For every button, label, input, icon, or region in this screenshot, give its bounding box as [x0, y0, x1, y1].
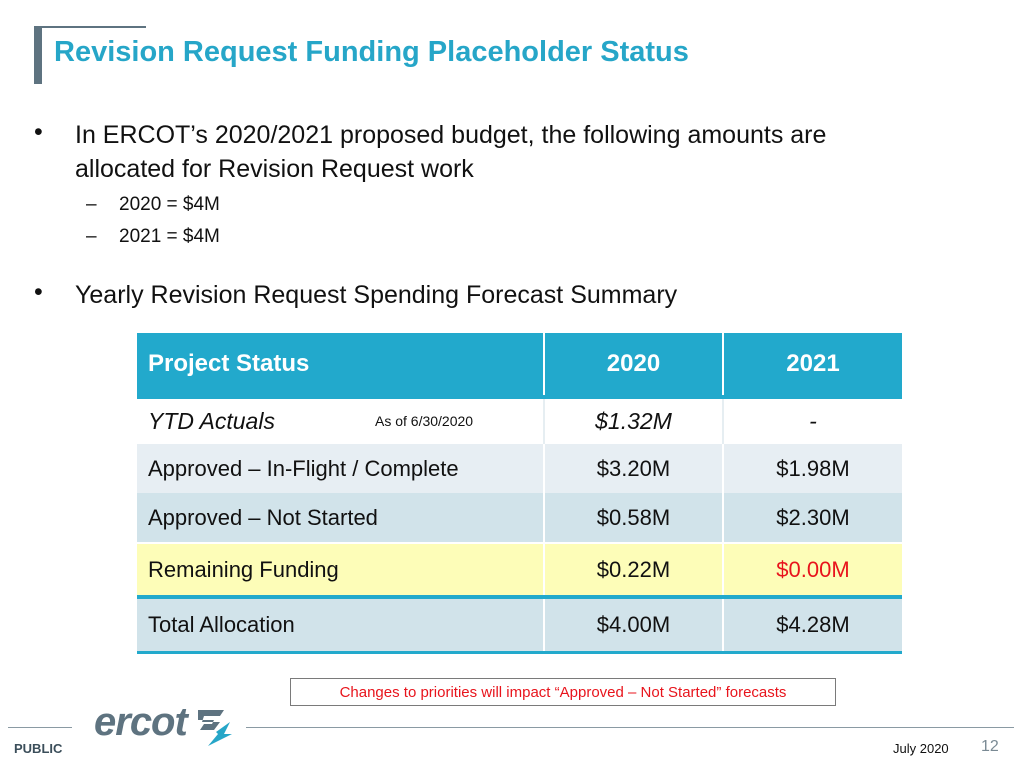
table-header-row — [137, 333, 902, 395]
logo-wordmark: ercot — [94, 700, 187, 744]
row-label — [137, 399, 543, 444]
row-label: Approved – Not Started — [148, 504, 378, 530]
classification-label: PUBLIC — [14, 741, 63, 756]
sub-marker: – — [86, 194, 97, 215]
ercot-logo — [90, 698, 240, 752]
cell-2020: $0.58M — [543, 493, 722, 542]
footer-rule-left — [8, 727, 72, 728]
bullet-marker: • — [34, 278, 43, 306]
logo-bolt-icon — [190, 704, 234, 748]
footer-date: July 2020 — [893, 741, 949, 756]
cell-2020: $0.22M — [543, 544, 722, 595]
cell-2021: $4.28M — [722, 599, 902, 651]
bullet-marker: • — [34, 118, 43, 146]
header-2020: 2020 — [543, 333, 722, 395]
sub-text: 2021 = $4M — [119, 226, 220, 247]
slide-title: Revision Request Funding Placeholder Status — [54, 36, 689, 68]
sub-marker: – — [86, 226, 97, 247]
title-accent-top — [34, 26, 146, 28]
page-number: 12 — [981, 738, 999, 755]
cell-2021: - — [722, 399, 902, 444]
header-project-status: Project Status — [148, 350, 310, 377]
priority-note: Changes to priorities will impact “Approved – Not Started” forecasts — [290, 678, 836, 706]
table-row-remaining — [137, 544, 902, 595]
cell-2021: $2.30M — [722, 493, 902, 542]
footer-rule-right — [246, 727, 1014, 728]
cell-2021: $1.98M — [722, 444, 902, 493]
table-row-ytd — [137, 399, 902, 444]
table-row-total — [137, 599, 902, 651]
header-2021: 2021 — [722, 333, 902, 395]
title-accent-left — [34, 26, 42, 84]
sub-text: 2020 = $4M — [119, 194, 220, 215]
bullet-text — [75, 118, 826, 186]
row-label: Approved – In-Flight / Complete — [148, 455, 459, 481]
row-label-text: YTD Actuals — [148, 408, 275, 434]
cell-2020: $4.00M — [543, 599, 722, 651]
as-of-note: As of 6/30/2020 — [375, 413, 474, 429]
row-label: Remaining Funding — [148, 556, 339, 582]
cell-2020: $3.20M — [543, 444, 722, 493]
table-bottom-border — [137, 651, 902, 654]
cell-2021: $0.00M — [722, 544, 902, 595]
table-row-not-started — [137, 493, 902, 542]
bullet-text — [75, 278, 677, 312]
bullet-line: In ERCOT’s 2020/2021 proposed budget, the following amounts are — [75, 121, 827, 149]
table-row-inflight — [137, 444, 902, 493]
bullet-line: allocated for Revision Request work — [75, 155, 474, 183]
bullet-line: Yearly Revision Request Spending Forecast Summary — [75, 281, 678, 309]
cell-2020: $1.32M — [543, 399, 722, 444]
row-label: Total Allocation — [148, 612, 295, 637]
